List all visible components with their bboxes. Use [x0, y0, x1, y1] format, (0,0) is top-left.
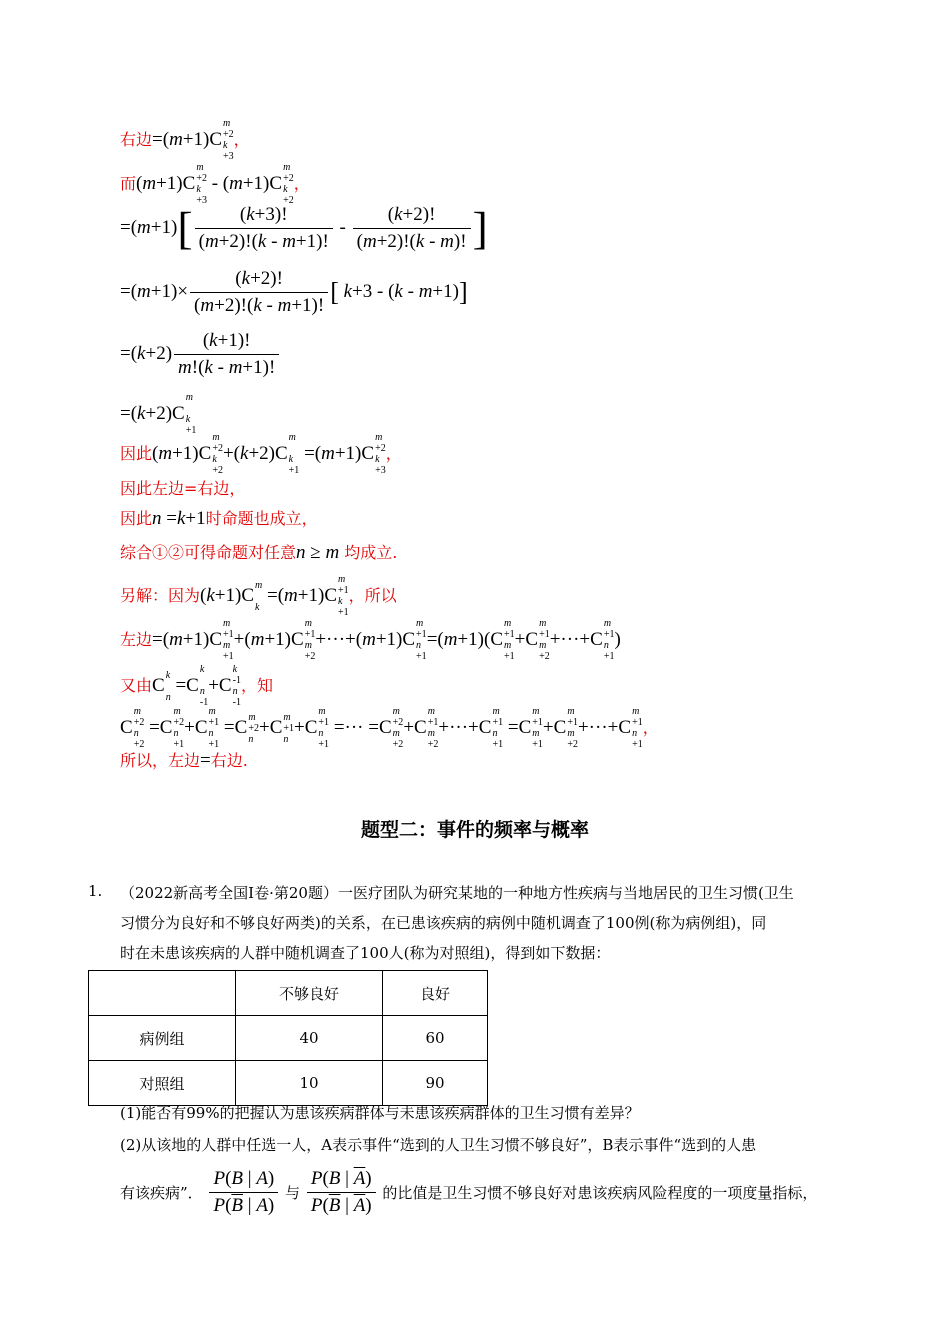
data-table: [88, 970, 488, 1106]
proof-line-5: =(k+2) $\frac{(k+1)!}{m!(k - m+1)!}$: [120, 330, 281, 379]
section-title: 题型二：事件的频率与概率: [360, 819, 589, 841]
proof-line-3: =(m+1)[ $\frac{(k+3)!}{(m+2)!(k - m+1)!}$ - $\frac{(k+2)!}{(m+2)!(k - m)!}$ ]: [120, 202, 488, 254]
question-line-1: （2022新高考全国Ⅰ卷·第20题）一医疗团队为研究某地的一种地方性疾病与当地居民的卫生习惯(卫生: [120, 884, 794, 902]
table-header: 良好: [383, 971, 488, 1016]
label: 而: [120, 174, 137, 193]
text: 因此: [120, 509, 153, 528]
row-label: 对照组: [89, 1061, 236, 1106]
table-cell: 10: [236, 1061, 383, 1106]
proof-line-6: =(k+2) C m k +1: [120, 392, 197, 436]
proof-line-10: 综合①②可得命题对任意n ≥ m 均成立.: [120, 542, 398, 563]
table-cell: 40: [236, 1016, 383, 1061]
table-header-row: [89, 971, 488, 1016]
text: 均成立.: [344, 543, 398, 562]
text: 时命题也成立，: [205, 509, 318, 528]
table-header: 不够良好: [236, 971, 383, 1016]
text: 与: [285, 1184, 301, 1202]
question-part-2a: (2)从该地的人群中任选一人，A表示事件“选到的人卫生习惯不够良好”，B表示事件“选到的人患: [120, 1136, 757, 1154]
proof-line-8: 因此左边=右边，: [120, 479, 246, 498]
question-part-2b: [120, 1168, 817, 1217]
text: 右边.: [210, 751, 248, 770]
proof-line-14: C m +2 n +2 = C m +2 n +1 + C m +1 n +1 = C m +2 n + C m +1 n + C m +1 n +1 =··· = C m +2 m +2 + C m +1 m +2 +···+ C m +1 n +1 = C m +1 m +1 + C m +1 m +2 +···+ C m +1 n +1 ，: [120, 706, 659, 750]
text: 又由: [120, 676, 153, 695]
question-part-1: (1)能否有99%的把握认为患该疾病群体与未患该疾病群体的卫生习惯有差异？: [120, 1104, 640, 1122]
proof-line-2: 而(m+1) C m +2 k +3 - (m+1) C m +2 k +2 ，: [120, 162, 310, 206]
proof-line-15: 所以，左边=右边.: [120, 750, 248, 771]
question-number: 1.: [88, 882, 103, 900]
proof-line-12: 左边=(m+1) C m +1 m +1 +(m+1) C m +1 m +2 +···+(m+1) C m +1 n +1 =(m+1)( C m +1 m +1 + C m +1 m +2 +···+ C m +1 n +1 ): [120, 618, 621, 662]
proof-line-13: 又由 C k n = C k n -1 + C k -1 n -1 ，知: [120, 664, 273, 708]
text: 所以，左边: [120, 751, 201, 770]
proof-line-4: =(m+1)× $\frac{(k+2)!}{(m+2)!(k - m+1)!}$ [ k+3 - (k - m+1)]: [120, 268, 468, 316]
table-row: [89, 1061, 488, 1106]
text: ，所以: [348, 586, 397, 605]
table-cell: 60: [383, 1016, 488, 1061]
table-row: [89, 1016, 488, 1061]
proof-line-1: 右边=(m+1) C m +2 k +3 ，: [120, 118, 250, 162]
ratio-2: $\frac{P(B | \overline{A})}{P(\overline{B} | \overline{A})}$: [307, 1168, 376, 1217]
question-line-3: 时在未患该疾病的人群中随机调查了100人(称为对照组)，得到如下数据：: [120, 944, 611, 962]
label: 右边: [120, 130, 153, 149]
table-cell: 90: [383, 1061, 488, 1106]
text: 的比值是卫生习惯不够良好对患该疾病风险程度的一项度量指标，: [382, 1184, 818, 1202]
proof-line-9: 因此n =k+1时命题也成立，: [120, 508, 318, 529]
row-label: 病例组: [89, 1016, 236, 1061]
table-cell: [89, 971, 236, 1016]
label: 因此: [120, 444, 153, 463]
ratio-1: $\frac{P(B | A)}{P(\overline{B} | A)}$: [209, 1168, 278, 1217]
proof-line-7: 因此(m+1) C m +2 k +2 +(k+2) C m k +1 =(m+1) C m +2 k +3 ，: [120, 432, 402, 476]
text: 有该疾病”．: [120, 1184, 203, 1202]
text: 另解：因为: [120, 586, 201, 605]
question-line-2: 习惯分为良好和不够良好两类)的关系，在已患该疾病的病例中随机调查了100例(称为病例组)，同: [120, 914, 767, 932]
proof-line-11: 另解：因为(k+1) C m k =(m+1) C m +1 k +1 ，所以: [120, 574, 397, 618]
text: ，知: [240, 676, 273, 695]
text: 综合①②可得命题对任意: [120, 543, 297, 562]
label: 左边: [120, 630, 153, 649]
